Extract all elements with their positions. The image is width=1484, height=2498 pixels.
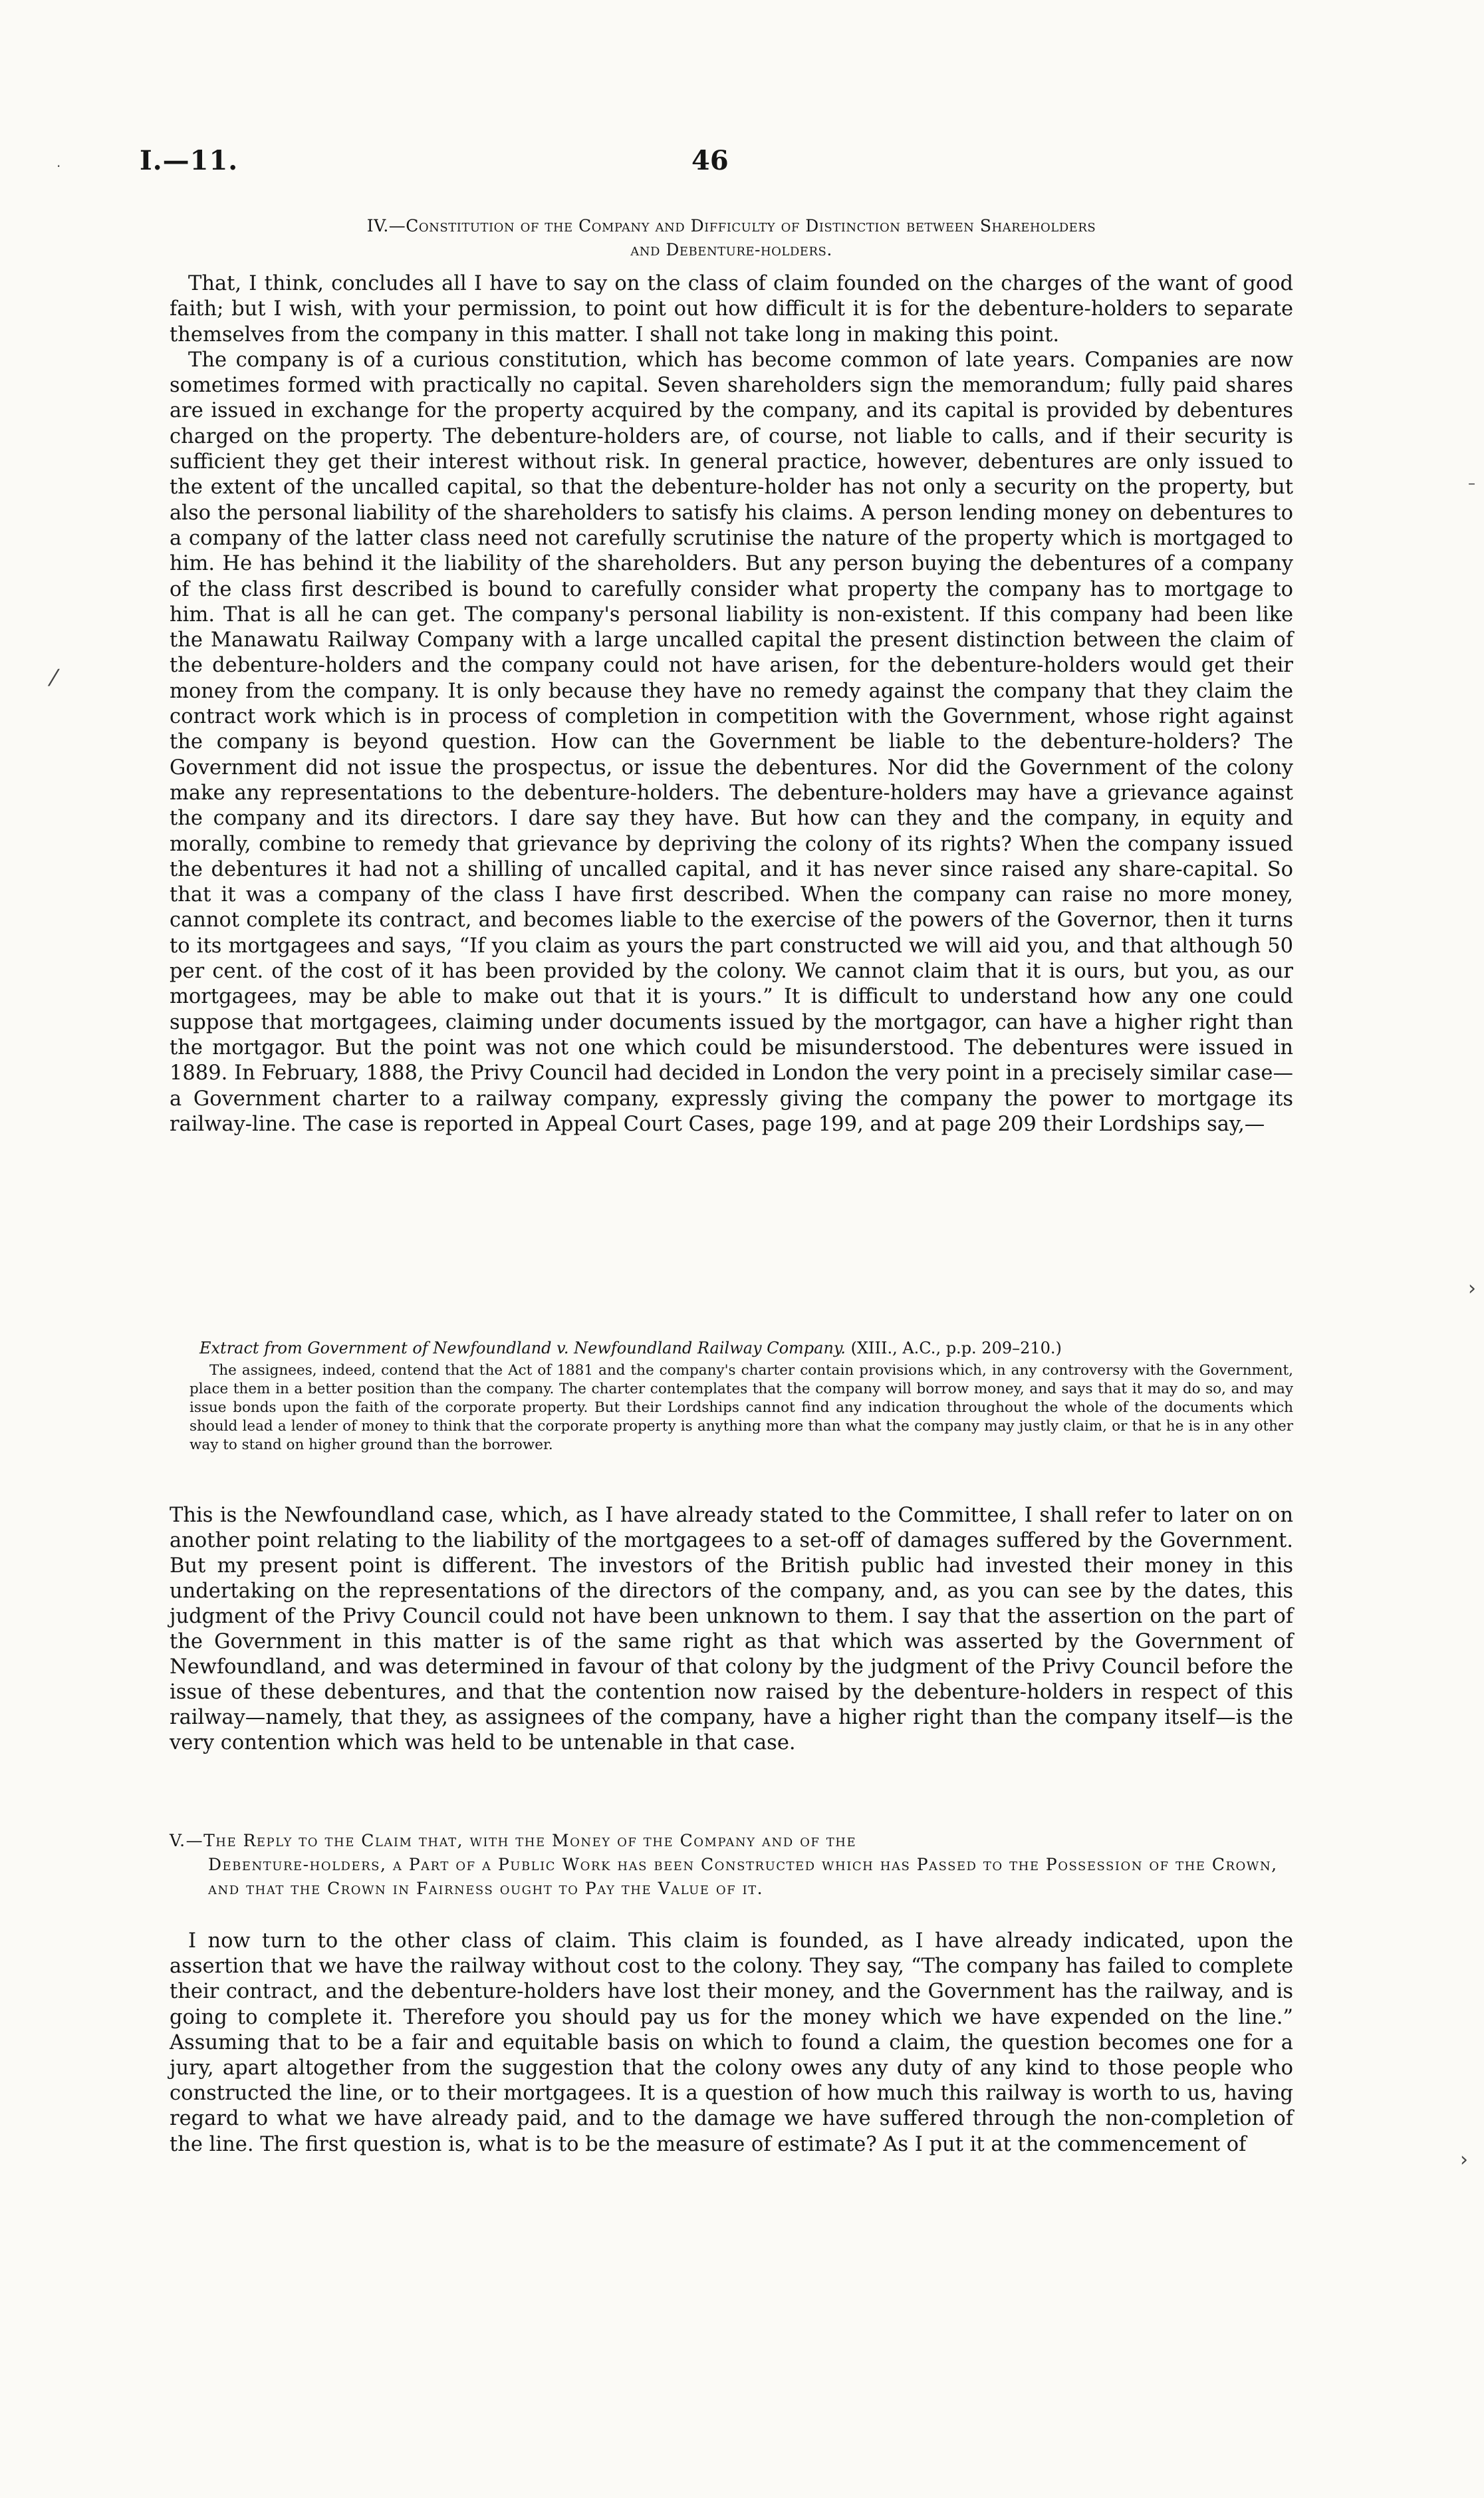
section-iv-heading bbox=[170, 214, 1293, 262]
extract-quote: The assignees, indeed, contend that the Act of 1881 and the company's charter contain provisions which, in any controversy with the Government, place them in a better position than the company. The charter contemplates that the company will borrow money, and says that it may do so, and may issue bonds upon the faith of the corporate property. But their Lordships cannot find any indication throughout the whole of the documents which should lead a lender of money to think that the corporate property is anything more than what the company may justly claim, or that he is in any other way to stand on higher ground than the borrower. bbox=[189, 1362, 1293, 1453]
paragraph: That, I think, concludes all I have to say on the class of claim founded on the charges of the want of good faith; but I wish, with your permission, to point out how difficult it is for the debenture-holders to separate themselves from the company in this matter. I shall not take long in making this point. bbox=[170, 272, 1293, 347]
section-v-body bbox=[170, 1929, 1293, 2157]
document-reference: I.—11. bbox=[140, 145, 239, 176]
section-v-heading-first: V.—The Reply to the Claim that, with the Money of the Company and of the bbox=[170, 1831, 857, 1850]
section-iv-body bbox=[170, 271, 1293, 1137]
section-v-heading-rest: Debenture-holders, a Part of a Public Work has been Constructed which has Passed to the Possession of the Crown, and that the Crown in Fairness ought to Pay the Value of it. bbox=[208, 1855, 1278, 1898]
paragraph: The company is of a curious constitution, which has become common of late years. Companies are now sometimes formed with practically no capital. Seven shareholders sign the memorandum; fully paid shares are issued in exchange for the property acquired by the company, and its capital is provided by debentures charged on the property. The debenture-holders are, of course, not liable to calls, and if their security is sufficient they get their interest without risk. In general practice, however, debentures are only issued to the extent of the uncalled capital, so that the debenture-holder has not only a security on the property, but also the personal liability of the shareholders to satisfy his claims. A person lending money on debentures to a company of the latter class need not carefully scrutinise the nature of the property which is mortgaged to him. He has behind it the liability of the shareholders. But any person buying the debentures of a company of the class first described is bound to carefully consider what property the company has to mortgage to him. That is all he can get. The company's personal liability is non-existent. If this company had been like the Manawatu Railway Company with a large uncalled capital the present distinction between the claim of the debenture-holders and the company could not have arisen, for the debenture-holders would get their money from the company. It is only because they have no remedy against the company that they claim the contract work which is in process of completion in competition with the Government, whose right against the company is beyond question. How can the Government be liable to the debenture-holders? The Government did not issue the prospectus, or issue the debentures. Nor did the Government of the colony make any representations to the debenture-holders. The debenture-holders may have a grievance against the company and its directors. I dare say they have. But how can they and the company, in equity and morally, combine to remedy that grievance by depriving the colony of its rights? When the company issued the debentures it had not a shilling of uncalled capital, and it has never since raised any share-capital. So that it was a company of the class I have first described. When the company can raise no more money, cannot complete its contract, and becomes liable to the exercise of the powers of the Governor, then it turns to its mortgagees and says, “If you claim as yours the part constructed we will aid you, and that although 50 per cent. of the cost of it has been provided by the colony. We cannot claim that it is ours, but you, as our mortgagees, may be able to make out that it is yours.” It is difficult to understand how any one could suppose that mortgagees, claiming under documents issued by the mortgagor, can have a higher right than the mortgagor. But the point was not one which could be misunderstood. The debentures were issued in 1889. In February, 1888, the Privy Council had decided in London the very point in a precisely similar case—a Government charter to a railway company, expressly giving the company the power to mortgage its railway-line. The case is reported in Appeal Court Cases, page 199, and at page 209 their Lordships say,— bbox=[170, 348, 1293, 1136]
extract-title bbox=[199, 1337, 1290, 1359]
margin-arrow: › bbox=[1460, 2148, 1468, 2171]
extract-citation: (XIII., A.C., p.p. 209–210.) bbox=[850, 1339, 1062, 1357]
page-number: 46 bbox=[691, 145, 729, 176]
paragraph: I now turn to the other class of claim. This claim is founded, as I have already indicated, upon the assertion that we have the railway without cost to the colony. They say, “The company has failed to complete their contract, and the debenture-holders have lost their money, and the Government has the railway, and is going to complete it. Therefore you should pay us for the money which we have expended on the line.” Assuming that to be a fair and equitable basis on which to found a claim, the question becomes one for a jury, apart altogether from the suggestion that the colony owes any duty of any kind to those people who constructed the line, or to their mortgagees. It is a question of how much this railway is worth to us, having regard to what we have already paid, and to the damage we have suffered through the non-completion of the line. The first question is, what is to be the measure of estimate? As I put it at the commencement of bbox=[170, 1929, 1293, 2156]
after-extract-body bbox=[170, 1503, 1293, 1756]
margin-dot: · bbox=[57, 158, 61, 174]
section-iv-heading-line1: IV.—Constitution of the Company and Difficulty of Distinction between Shareholders bbox=[366, 216, 1096, 235]
extract-case-name: Extract from Government of Newfoundland v. Newfoundland Railway Company. bbox=[199, 1339, 846, 1357]
section-iv-heading-line2: and Debenture-holders. bbox=[630, 240, 832, 259]
paragraph: This is the Newfoundland case, which, as I have already stated to the Committee, I shall refer to later on on another point relating to the liability of the mortgagees to a set-off of damages suffered by the Government. But my present point is different. The investors of the British public had invested their money in this undertaking on the representations of the directors of the company, and, as you can see by the dates, this judgment of the Privy Council could not have been unknown to them. I say that the assertion on the part of the Government in this matter is of the same right as that which was asserted by the Government of Newfoundland, and was determined in favour of that colony by the judgment of the Privy Council before the issue of these debentures, and that the contention now raised by the debenture-holders in respect of this railway—namely, that they, as assignees of the company, have a higher right than the company itself—is the very contention which was held to be untenable in that case. bbox=[170, 1504, 1293, 1754]
page-header bbox=[140, 145, 1285, 185]
margin-dash: – bbox=[1468, 476, 1475, 492]
margin-tick: ⁄ bbox=[52, 665, 56, 692]
section-v-heading bbox=[170, 1829, 1293, 1901]
margin-arrow: › bbox=[1468, 1277, 1476, 1300]
